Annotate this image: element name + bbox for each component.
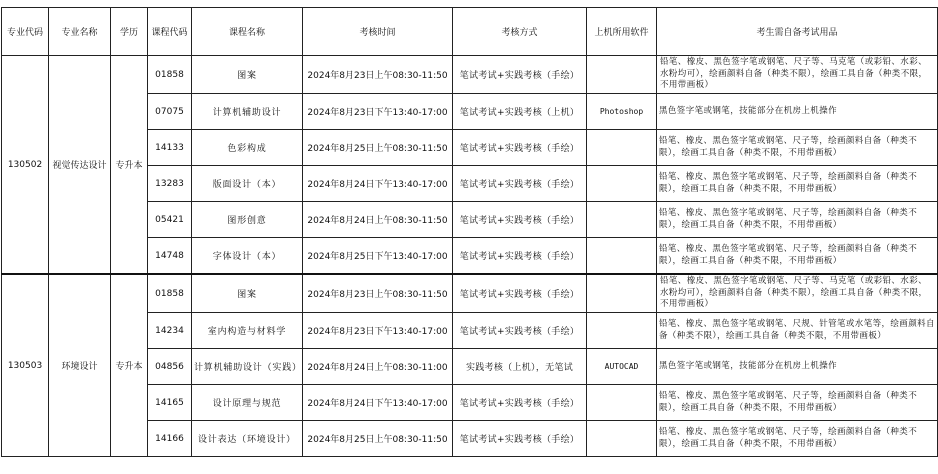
exam-time-cell: 2024年8月25日上午08:30-11:50 <box>303 421 453 457</box>
software-cell: AUTOCAD <box>587 349 657 385</box>
software-cell <box>587 238 657 275</box>
header-level: 学历 <box>111 8 148 56</box>
software-cell <box>587 313 657 349</box>
exam-time-cell: 2024年8月24日上午08:30-11:50 <box>303 202 453 238</box>
header-course-name: 课程名称 <box>192 8 303 56</box>
exam-method-cell: 笔试考试+实践考核（手绘） <box>453 274 587 313</box>
exam-method-cell: 笔试考试+实践考核（上机） <box>453 94 587 130</box>
course-code-cell: 14133 <box>148 130 192 166</box>
major-name-cell: 环境设计 <box>49 274 111 457</box>
course-code-cell: 14234 <box>148 313 192 349</box>
exam-method-cell: 笔试考试+实践考核（手绘） <box>453 313 587 349</box>
header-exam-method: 考核方式 <box>453 8 587 56</box>
software-cell <box>587 56 657 94</box>
header-course-code: 课程代码 <box>148 8 192 56</box>
header-major-name: 专业名称 <box>49 8 111 56</box>
software-cell <box>587 385 657 421</box>
course-name-cell: 色彩构成 <box>192 130 303 166</box>
supplies-cell: 黑色签字笔或钢笔，技能部分在机房上机操作 <box>657 349 938 385</box>
exam-time-cell: 2024年8月23日下午13:40-17:00 <box>303 313 453 349</box>
course-code-cell: 01858 <box>148 274 192 313</box>
course-name-cell: 版面设计（本） <box>192 166 303 202</box>
course-name-cell: 设计原理与规范 <box>192 385 303 421</box>
exam-method-cell: 笔试考试+实践考核（手绘） <box>453 166 587 202</box>
course-code-cell: 07075 <box>148 94 192 130</box>
exam-method-cell: 笔试考试+实践考核（手绘） <box>453 202 587 238</box>
exam-time-cell: 2024年8月23日下午13:40-17:00 <box>303 94 453 130</box>
exam-schedule-table <box>1 7 938 457</box>
supplies-cell: 铅笔、橡皮、黑色签字笔或钢笔、尺子等、马克笔（或彩铅、水彩、水粉均可），绘画颜料自备（种类不限），绘画工具自备（种类不限，不用带画板） <box>657 56 938 94</box>
header-major-code: 专业代码 <box>2 8 49 56</box>
exam-time-cell: 2024年8月25日上午08:30-11:50 <box>303 130 453 166</box>
major-name-cell: 视觉传达设计 <box>49 56 111 275</box>
supplies-cell: 铅笔、橡皮、黑色签字笔或钢笔、尺子等，绘画颜料自备（种类不限），绘画工具自备（种类不限，不用带画板） <box>657 166 938 202</box>
exam-method-cell: 实践考核（上机），无笔试 <box>453 349 587 385</box>
course-name-cell: 计算机辅助设计（实践） <box>192 349 303 385</box>
software-cell <box>587 166 657 202</box>
course-code-cell: 14748 <box>148 238 192 275</box>
exam-time-cell: 2024年8月23日上午08:30-11:50 <box>303 274 453 313</box>
major-code-cell: 130503 <box>2 274 49 457</box>
course-name-cell: 图案 <box>192 56 303 94</box>
exam-time-cell: 2024年8月24日下午13:40-17:00 <box>303 385 453 421</box>
exam-time-cell: 2024年8月25日下午13:40-17:00 <box>303 238 453 275</box>
table-row <box>2 56 938 94</box>
course-code-cell: 14165 <box>148 385 192 421</box>
header-row <box>2 8 938 56</box>
software-cell: Photoshop <box>587 94 657 130</box>
software-cell <box>587 202 657 238</box>
course-name-cell: 设计表达（环境设计） <box>192 421 303 457</box>
software-cell <box>587 421 657 457</box>
supplies-cell: 铅笔、橡皮、黑色签字笔或钢笔、尺规、针管笔或水笔等，绘画颜料自备（种类不限），绘画工具自备（种类不限，不用带画板） <box>657 313 938 349</box>
supplies-cell: 铅笔、橡皮、黑色签字笔或钢笔、尺子等，绘画颜料自备（种类不限），绘画工具自备（种类不限，不用带画板） <box>657 202 938 238</box>
course-code-cell: 05421 <box>148 202 192 238</box>
level-cell: 专升本 <box>111 274 148 457</box>
supplies-cell: 铅笔、橡皮、黑色签字笔或钢笔、尺子等，绘画颜料自备（种类不限），绘画工具自备（种类不限，不用带画板） <box>657 238 938 275</box>
header-exam-time: 考核时间 <box>303 8 453 56</box>
supplies-cell: 铅笔、橡皮、黑色签字笔或钢笔、尺子等，绘画颜料自备（种类不限），绘画工具自备（种类不限，不用带画板） <box>657 421 938 457</box>
course-code-cell: 01858 <box>148 56 192 94</box>
software-cell <box>587 274 657 313</box>
course-name-cell: 字体设计（本） <box>192 238 303 275</box>
course-name-cell: 室内构造与材料学 <box>192 313 303 349</box>
exam-time-cell: 2024年8月24日下午13:40-17:00 <box>303 166 453 202</box>
major-code-cell: 130502 <box>2 56 49 275</box>
supplies-cell: 铅笔、橡皮、黑色签字笔或钢笔、尺子等，绘画颜料自备（种类不限），绘画工具自备（种类不限，不用带画板） <box>657 130 938 166</box>
course-code-cell: 14166 <box>148 421 192 457</box>
supplies-cell: 黑色签字笔或钢笔，技能部分在机房上机操作 <box>657 94 938 130</box>
exam-time-cell: 2024年8月24日上午08:30-11:00 <box>303 349 453 385</box>
exam-time-cell: 2024年8月23日上午08:30-11:50 <box>303 56 453 94</box>
exam-method-cell: 笔试考试+实践考核（手绘） <box>453 130 587 166</box>
course-name-cell: 计算机辅助设计 <box>192 94 303 130</box>
table-row <box>2 274 938 313</box>
exam-method-cell: 笔试考试+实践考核（手绘） <box>453 421 587 457</box>
course-name-cell: 图形创意 <box>192 202 303 238</box>
header-software: 上机所用软件 <box>587 8 657 56</box>
software-cell <box>587 130 657 166</box>
exam-method-cell: 笔试考试+实践考核（手绘） <box>453 385 587 421</box>
level-cell: 专升本 <box>111 56 148 275</box>
header-supplies: 考生需自备考试用品 <box>657 8 938 56</box>
exam-method-cell: 笔试考试+实践考核（手绘） <box>453 238 587 275</box>
course-name-cell: 图案 <box>192 274 303 313</box>
course-code-cell: 13283 <box>148 166 192 202</box>
exam-method-cell: 笔试考试+实践考核（手绘） <box>453 56 587 94</box>
supplies-cell: 铅笔、橡皮、黑色签字笔或钢笔、尺子等，绘画颜料自备（种类不限），绘画工具自备（种类不限，不用带画板） <box>657 385 938 421</box>
course-code-cell: 04856 <box>148 349 192 385</box>
supplies-cell: 铅笔、橡皮、黑色签字笔或钢笔、尺子等、马克笔（或彩铅、水彩、水粉均可），绘画颜料自备（种类不限），绘画工具自备（种类不限，不用带画板） <box>657 274 938 313</box>
